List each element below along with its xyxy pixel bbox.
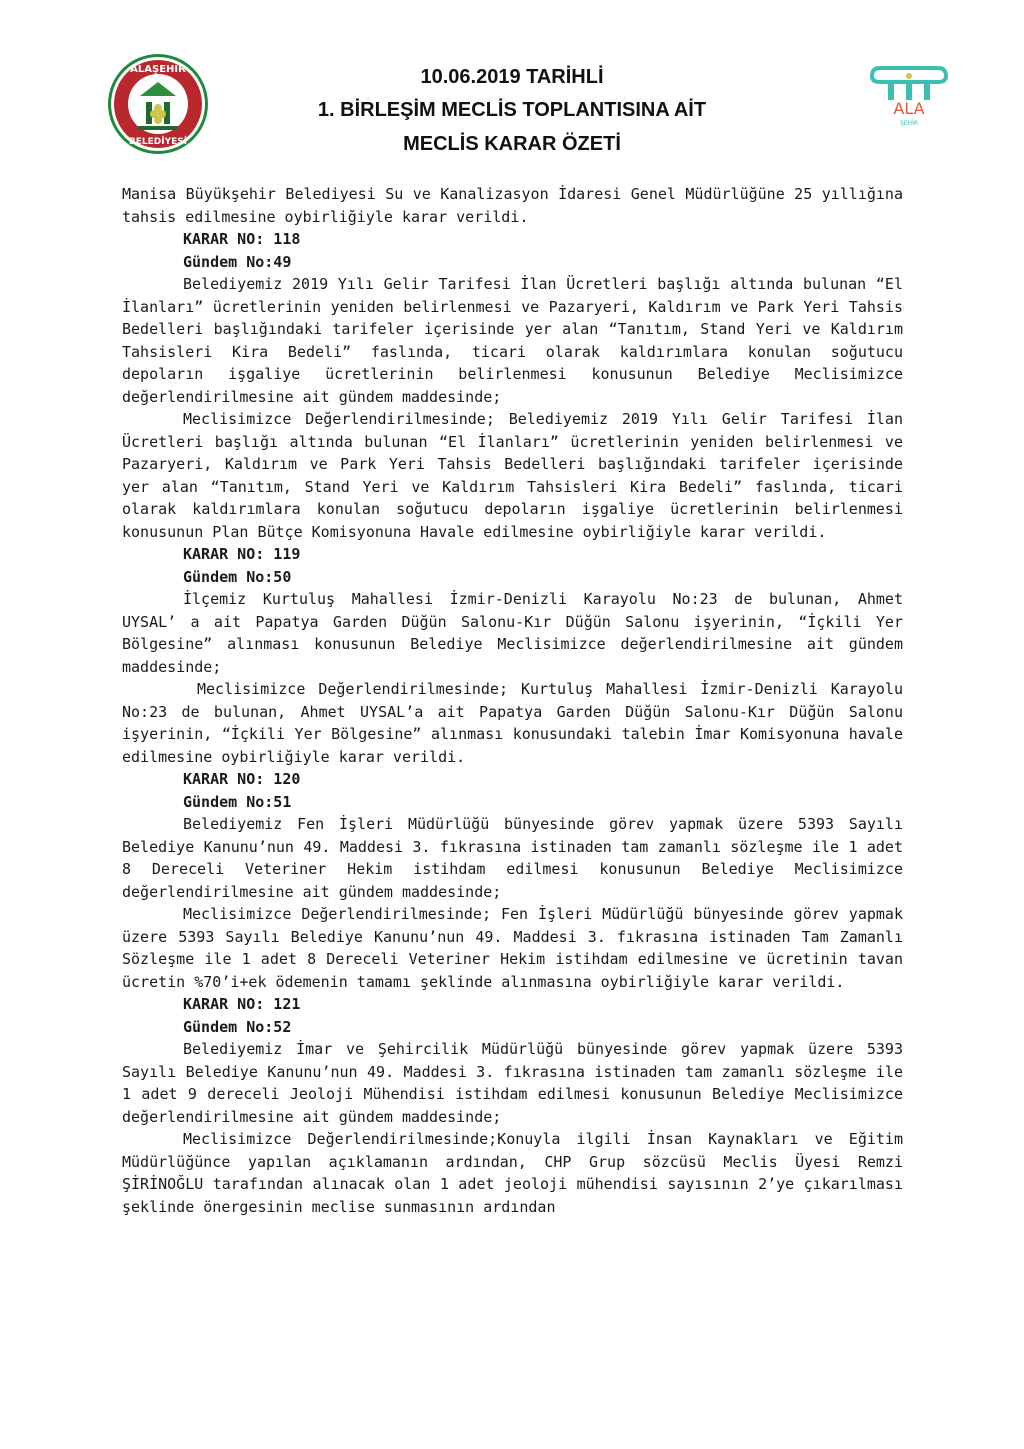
header-title-line2: 1. BİRLEŞİM MECLİS TOPLANTISINA AİT [317, 99, 707, 121]
document-body [122, 183, 903, 1218]
karar-118-decision: Meclisimizce Değerlendirilmesinde; Belediyemiz 2019 Yılı Gelir Tarifesi İlan Ücretleri başlığı altında bulunan “El İlanları” ücretlerinin yeniden belirlenmesi ve Pazaryeri, Kaldırım ve Park Yeri Tahsis Bedelleri başlığındaki tarifeler içerisinde yer alan “Tanıtım, Stand Yeri ve Kaldırım Tahsisleri Kira Bedeli” faslında, ticari olarak kaldırımlara konulan soğutucu depoların işgaliye ücretlerinin belirlenmesi konusunun Plan Bütçe Komisyonuna Havale edilmesine oybirliğiyle karar verildi. [122, 410, 903, 541]
header-title-line1: 10.06.2019 TARİHLİ [420, 66, 604, 88]
karar-120-heading: KARAR NO: 120 [183, 770, 301, 788]
karar-120-decision: Meclisimizce Değerlendirilmesinde; Fen İşleri Müdürlüğü bünyesinde görev yapmak üzere 5393 Sayılı Belediye Kanunu’nun 49. Maddesi 3. fıkrasına istinaden Tam Zamanlı Sözleşme ile 1 adet 8 Dereceli Veteriner Hekim istihdam edilmesine ve ücretinin tavan ücretin %70’i+ek ödemenin tamamı şeklinde alınmasına oybirliğiyle karar verildi. [122, 905, 903, 991]
karar-121-heading: KARAR NO: 121 [183, 995, 301, 1013]
karar-120-subject: Belediyemiz Fen İşleri Müdürlüğü bünyesinde görev yapmak üzere 5393 Sayılı Belediye Kanunu’nun 49. Maddesi 3. fıkrasına istinaden tam zamanlı sözleşme ile 1 adet 8 Dereceli Veteriner Hekim istihdam edilmesi konusunun Belediye Meclisimizce değerlendirilmesine ait gündem maddesinde; [122, 815, 903, 901]
karar-121-decision: Meclisimizce Değerlendirilmesinde;Konuyla ilgili İnsan Kaynakları ve Eğitim Müdürlüğünce yapılan açıklamanın ardından, CHP Grup sözcüsü Meclis Üyesi Remzi ŞİRİNOĞLU tarafından alınacak olan 1 adet jeoloji mühendisi sayısının 2’ye çıkarılması şeklinde önergesinin meclise sunmasının ardından [122, 1130, 903, 1216]
karar-118-heading: KARAR NO: 118 [183, 230, 301, 248]
gundem-49-heading: Gündem No:49 [183, 252, 292, 271]
karar-119-heading: KARAR NO: 119 [183, 545, 301, 563]
svg-text:BELEDİYESİ: BELEDİYESİ [128, 137, 188, 147]
gundem-51-heading: Gündem No:51 [183, 792, 292, 811]
page-header [0, 0, 1024, 180]
karar-118-subject: Belediyemiz 2019 Yılı Gelir Tarifesi İlan Ücretleri başlığı altında bulunan “El İlanları” ücretlerinin yeniden belirlenmesi ve Pazaryeri, Kaldırım ve Park Yeri Tahsis Bedelleri başlığındaki tarifeler içerisinde yer alan “Tanıtım, Stand Yeri ve Kaldırım Tahsisleri Kira Bedeli” faslında, ticari olarak kaldırımlara konulan soğutucu depoların işgaliye ücretlerinin belirlenmesi konusunun Belediye Meclisimizce değerlendirilmesine ait gündem maddesinde; [122, 275, 903, 406]
gundem-50-heading: Gündem No:50 [183, 567, 292, 586]
intro-paragraph: Manisa Büyükşehir Belediyesi Su ve Kanalizasyon İdaresi Genel Müdürlüğüne 25 yıllığına tahsis edilmesine oybirliğiyle karar verildi. [122, 185, 903, 226]
karar-119-subject: İlçemiz Kurtuluş Mahallesi İzmir-Denizli Karayolu No:23 de bulunan, Ahmet UYSAL’ a ait Papatya Garden Düğün Salonu-Kır Düğün Salonu işyerinin, “İçkili Yer Bölgesine” alınması konusunun Belediye Meclisimizce değerlendirilmesine ait gündem maddesinde; [122, 590, 903, 676]
svg-text:ALAŞEHİR: ALAŞEHİR [130, 64, 186, 75]
ala-sehir-logo [866, 66, 952, 130]
svg-text:ALA: ALA [893, 99, 925, 118]
svg-text:ŞEHİR: ŞEHİR [899, 120, 919, 127]
karar-119-decision: Meclisimizce Değerlendirilmesinde; Kurtuluş Mahallesi İzmir-Denizli Karayolu No:23 de bulunan, Ahmet UYSAL’a ait Papatya Garden Düğün Salonu-Kır Düğün Salonu işyerinin, “İçkili Yer Bölgesine” alınması konusundaki talebin İmar Komisyonuna havale edilmesine oybirliğiyle karar verildi. [122, 680, 903, 766]
karar-121-subject: Belediyemiz İmar ve Şehircilik Müdürlüğü bünyesinde görev yapmak üzere 5393 Sayılı Belediye Kanunu’nun 49. Maddesi 3. fıkrasına istinaden tam zamanlı sözleşme ile 1 adet 9 dereceli Jeoloji Mühendisi istihdam edilmesi konusunun Belediye Meclisimizce değerlendirilmesine ait gündem maddesinde; [122, 1040, 903, 1126]
header-title-line3: MECLİS KARAR ÖZETİ [403, 133, 621, 155]
gundem-52-heading: Gündem No:52 [183, 1017, 292, 1036]
